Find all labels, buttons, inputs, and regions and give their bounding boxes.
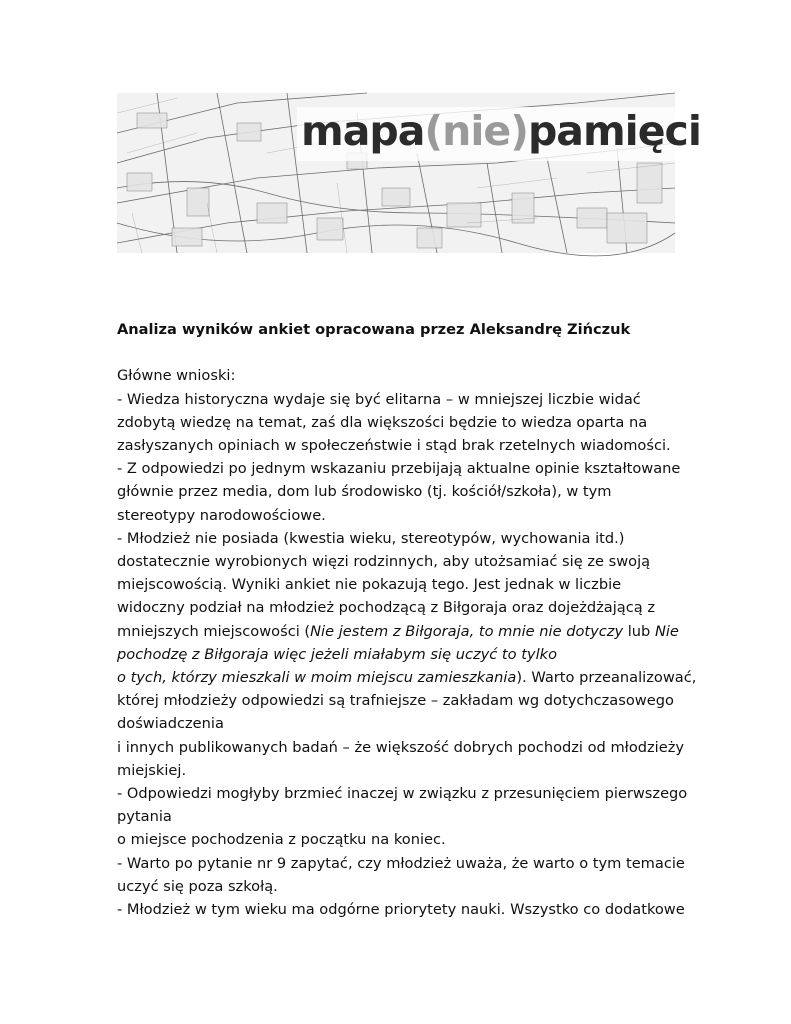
text-line: - Młodzież nie posiada (kwestia wieku, stereotypów, wychowania itd.) <box>117 529 625 547</box>
text-line: o miejsce pochodzenia z początku na koniec. <box>117 831 446 849</box>
text-line: doświadczenia <box>117 715 224 733</box>
quote-italic: Nie <box>654 622 679 640</box>
text-run: ). Warto przeanalizować, <box>516 669 697 687</box>
text-line: uczyć się poza szkołą. <box>117 877 278 895</box>
text-line: miejscowością. Wyniki ankiet nie pokazują tego. Jest jednak w liczbie <box>117 576 622 594</box>
document-title: Analiza wyników ankiet opracowana przez Aleksandrę Zińczuk <box>117 321 631 338</box>
text-line: zdobytą wiedzę na temat, zaś dla większości będzie to wiedza oparta na <box>117 413 648 431</box>
text-line: zasłyszanych opiniach w społeczeństwie i stąd brak rzetelnych wiadomości. <box>117 437 671 454</box>
logo-part-nie: (nie) <box>424 107 528 155</box>
text-line: pytania <box>117 808 172 826</box>
text-line: której młodzieży odpowiedzi są trafniejsze – zakładam wg dotychczasowego <box>117 692 674 710</box>
text-line-mixed <box>117 666 697 689</box>
header-banner <box>117 93 701 253</box>
text-line: - Wiedza historyczna wydaje się być elitarna – w mniejszej liczbie widać <box>117 390 641 408</box>
text-line: i innych publikowanych badań – że większość dobrych pochodzi od młodzieży <box>117 738 685 756</box>
logo-text <box>297 107 707 161</box>
logo-part-pamieci: pamięci <box>527 107 701 155</box>
logo-part-mapa: mapa <box>301 107 425 155</box>
text-line: - Młodzież w tym wieku ma odgórne priorytety nauki. Wszystko co dodatkowe <box>117 901 685 919</box>
text-run: mniejszych miejscowości ( <box>117 622 311 640</box>
quote-italic: o tych, którzy mieszkali w moim miejscu zamieszkania <box>117 669 517 687</box>
quote-italic: Nie jestem z Biłgoraja, to mnie nie dotyczy <box>310 622 624 640</box>
text-line: widoczny podział na młodzież pochodzącą z Biłgoraja oraz dojeżdżającą z <box>117 599 656 617</box>
text-line-mixed <box>117 620 697 643</box>
quote-italic: pochodzę z Biłgoraja więc jeżeli miałabym się uczyć to tylko <box>117 645 558 663</box>
text-line: stereotypy narodowościowe. <box>117 506 326 524</box>
text-line: miejskiej. <box>117 761 187 779</box>
text-line: - Warto po pytanie nr 9 zapytać, czy młodzież uważa, że warto o tym temacie <box>117 854 685 872</box>
conclusions-heading: Główne wnioski: <box>117 367 236 385</box>
document-body <box>117 318 697 921</box>
text-run: lub <box>623 622 655 640</box>
text-line: - Odpowiedzi mogłyby brzmieć inaczej w związku z przesunięciem pierwszego <box>117 785 688 803</box>
text-line: dostatecznie wyrobionych więzi rodzinnych, aby utożsamiać się ze swoją <box>117 553 651 571</box>
text-line: - Z odpowiedzi po jednym wskazaniu przebijają aktualne opinie kształtowane <box>117 460 681 478</box>
text-line-italic <box>117 643 697 666</box>
text-line: głównie przez media, dom lub środowisko (tj. kościół/szkoła), w tym <box>117 483 612 501</box>
